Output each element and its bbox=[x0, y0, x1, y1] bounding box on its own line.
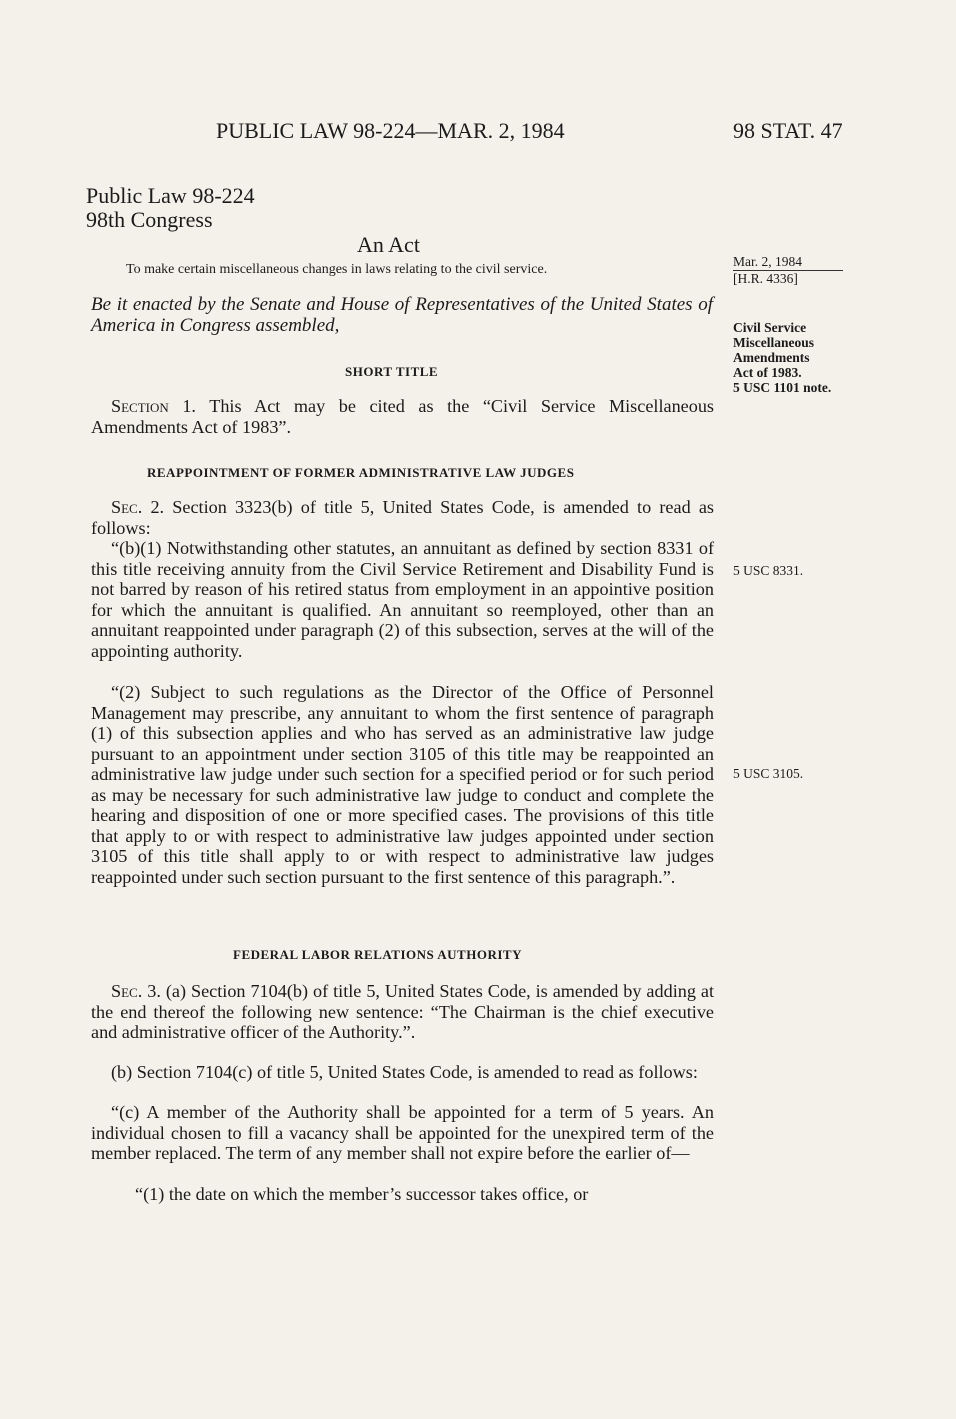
enacting-clause: Be it enacted by the Senate and House of Representatives of the United States of America in Congress assembled, bbox=[91, 294, 713, 336]
margin-note-usc-8331: 5 USC 8331. bbox=[733, 563, 804, 578]
section-3a bbox=[91, 981, 714, 1043]
section-heading-flra: FEDERAL LABOR RELATIONS AUTHORITY bbox=[233, 947, 522, 962]
section-1-label: Section 1. bbox=[111, 396, 196, 416]
margin-topic-line: Act of 1983. bbox=[733, 365, 802, 380]
section-2-text: Section 3323(b) of title 5, United States Code, is amended to read as follows: bbox=[91, 497, 714, 538]
public-law-number: Public Law 98-224 bbox=[86, 183, 255, 208]
margin-note-topic bbox=[733, 320, 831, 395]
statute-page-number: 98 STAT. 47 bbox=[733, 118, 843, 143]
congress-number: 98th Congress bbox=[86, 207, 213, 232]
section-3b: (b) Section 7104(c) of title 5, United States Code, is amended to read as follows: bbox=[111, 1062, 698, 1082]
section-2 bbox=[91, 497, 714, 538]
section-heading-reappointment: REAPPOINTMENT OF FORMER ADMINISTRATIVE LAW JUDGES bbox=[147, 465, 575, 480]
running-header: PUBLIC LAW 98-224—MAR. 2, 1984 bbox=[216, 118, 565, 143]
section-1 bbox=[91, 396, 714, 437]
subsection-b2: “(2) Subject to such regulations as the Director of the Office of Personnel Management may prescribe, any annuitant to whom the first sentence of paragraph (1) of this subsection applies and who has served as an administrative law judge pursuant to an appointment under section 3105 of this title may be reappointed an administrative law judge under such section for a specified period or for such period as may be necessary for such administrative law judge to conduct and complete the hearing and disposition of one or more specified cases. The provisions of this title that apply to or with respect to administrative law judges appointed under section 3105 of this title shall apply to or with respect to administrative law judges reappointed under such section pursuant to the first sentence of this paragraph.”. bbox=[91, 682, 714, 887]
subsection-b1: “(b)(1) Notwithstanding other statutes, an annuitant as defined by section 8331 of this title receiving annuity from the Civil Service Retirement and Disability Fund is not barred by reason of his retired status from employment in an appointive position for which the annuitant is qualified. An annuitant so reemployed, other than an annuitant reappointed under paragraph (2) of this subsection, serves at the will of the appointing authority. bbox=[91, 538, 714, 661]
margin-topic-line: 5 USC 1101 note. bbox=[733, 380, 832, 395]
section-2-label: Sec. 2. bbox=[111, 497, 165, 517]
law-identifier bbox=[86, 184, 255, 232]
section-heading-short-title: SHORT TITLE bbox=[345, 364, 439, 379]
margin-note-date bbox=[733, 254, 843, 286]
margin-note-usc-3105: 5 USC 3105. bbox=[733, 766, 804, 781]
subsection-c: “(c) A member of the Authority shall be appointed for a term of 5 years. An individual chosen to fill a vacancy shall be appointed for the unexpired term of the member replaced. The term of any member shall not expire before the earlier of— bbox=[91, 1102, 714, 1163]
margin-topic-line: Miscellaneous bbox=[733, 335, 814, 350]
act-purpose: To make certain miscellaneous changes in laws relating to the civil service. bbox=[126, 262, 548, 277]
margin-bill-number: [H.R. 4336] bbox=[733, 271, 798, 286]
margin-topic-line: Amendments bbox=[733, 350, 810, 365]
margin-topic-line: Civil Service bbox=[733, 320, 807, 335]
subsection-c1-text: “(1) the date on which the member’s successor takes office, or bbox=[135, 1184, 589, 1204]
section-3a-text: (a) Section 7104(b) of title 5, United States Code, is amended by adding at the end thereof the following new sentence: “The Chairman is the chief executive and administrative officer of the Authority.”. bbox=[91, 981, 715, 1042]
section-1-text: This Act may be cited as the “Civil Service Miscellaneous Amendments Act of 1983”. bbox=[91, 396, 714, 437]
act-title: An Act bbox=[357, 232, 420, 257]
subsection-c1 bbox=[91, 1184, 714, 1205]
margin-date: Mar. 2, 1984 bbox=[733, 254, 843, 271]
section-3-label: Sec. 3. bbox=[111, 981, 161, 1001]
